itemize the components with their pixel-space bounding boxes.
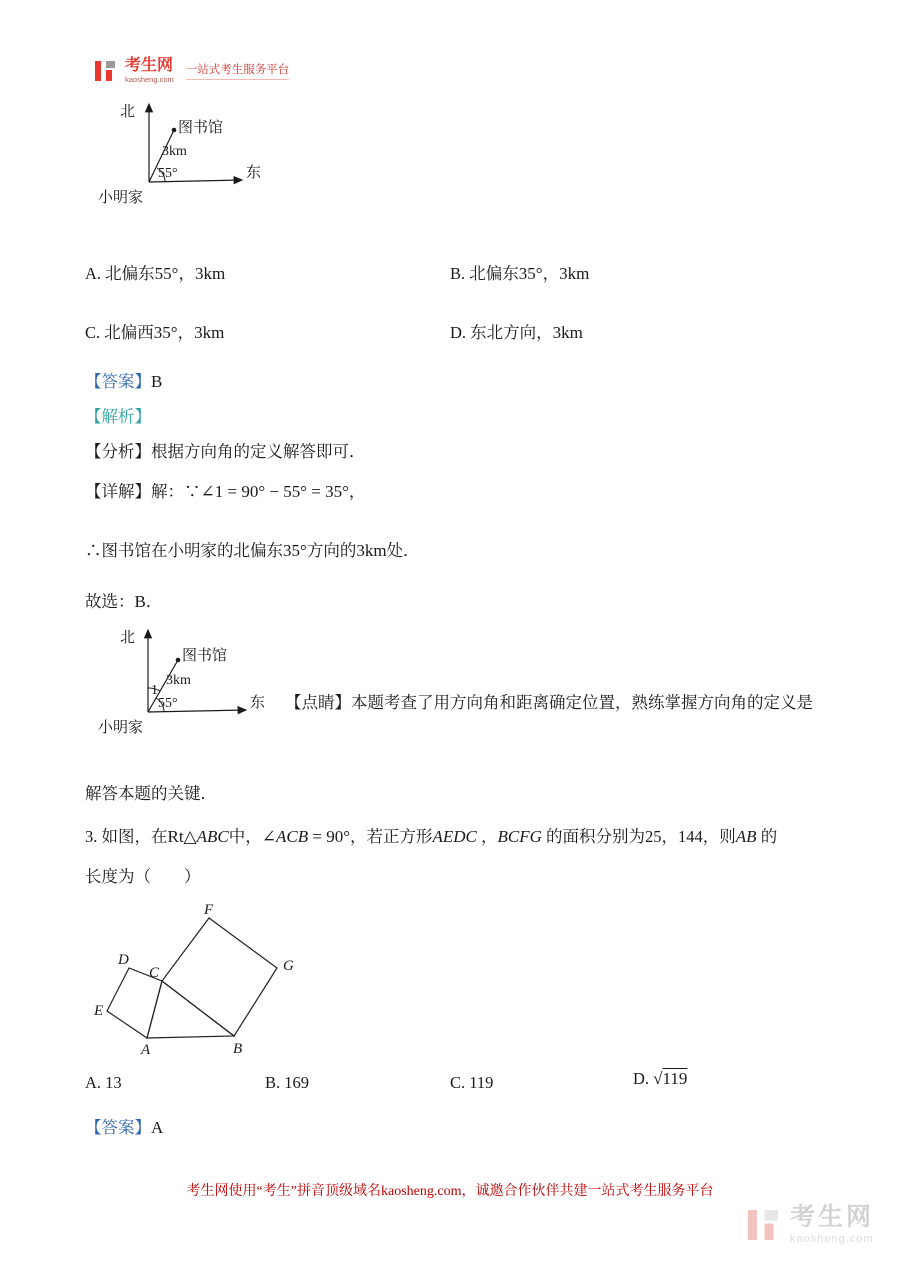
library-point xyxy=(172,128,177,133)
kaosheng-logo-icon xyxy=(93,59,117,83)
q3-stem-line2: 长度为（ ） xyxy=(85,867,201,886)
label-angle-1: 1 xyxy=(151,683,158,698)
q3-option-a: A. 13 xyxy=(85,1073,122,1092)
q2-dianjing: 【点睛】本题考查了用方向角和距离确定位置，熟练掌握方向角的定义是 xyxy=(285,693,813,712)
q2-option-c: C. 北偏西35°，3km xyxy=(85,323,225,342)
label-north: 北 xyxy=(120,630,136,646)
q2-option-a: A. 北偏东55°，3km xyxy=(85,264,226,283)
triangle-ABC xyxy=(147,981,234,1038)
q2-xiangjie: 【详解】解：∵∠1 = 90° − 55° = 35°， xyxy=(85,482,366,501)
footer-slogan: 考生网使用“考生”拼音顶级域名kaosheng.com，诚邀合作伙伴共建一站式考生服务平台 xyxy=(186,1184,714,1199)
brand-name: 考生网 xyxy=(125,57,174,74)
label-C: C xyxy=(149,965,160,981)
label-angle-55: 55° xyxy=(158,696,178,711)
label-D: D xyxy=(118,952,129,968)
q2-conclusion: ∴图书馆在小明家的北偏东35°方向的3km处． xyxy=(85,541,420,560)
watermark-brand: 考生网 xyxy=(789,1203,874,1231)
direction-diagram-1 xyxy=(96,92,271,224)
label-east: 东 xyxy=(246,165,262,181)
q2-answer: 【答案】B xyxy=(85,372,163,391)
direction-diagram-2 xyxy=(96,620,281,755)
q3-option-c: C. 119 xyxy=(450,1073,494,1092)
watermark-domain: kaosheng.com xyxy=(789,1233,874,1245)
label-B: B xyxy=(233,1041,243,1057)
q3-option-b: B. 169 xyxy=(265,1073,310,1092)
label-home: 小明家 xyxy=(98,190,144,206)
label-A: A xyxy=(141,1042,151,1058)
label-distance: 3km xyxy=(166,673,191,688)
q2-fenxi: 【分析】根据方向角的定义解答即可． xyxy=(85,442,366,461)
watermark-logo-icon xyxy=(745,1207,781,1243)
q2-option-d: D. 东北方向，3km xyxy=(450,323,583,342)
watermark-logo xyxy=(745,1205,874,1245)
q2-choice: 故选：B． xyxy=(85,592,163,611)
q2-option-b: B. 北偏东35°，3km xyxy=(450,264,590,283)
library-point xyxy=(176,658,181,663)
q2-dianjing-2: 解答本题的关键． xyxy=(85,784,217,803)
label-home: 小明家 xyxy=(98,720,144,736)
label-distance: 3km xyxy=(162,144,187,159)
label-angle-55: 55° xyxy=(158,166,178,181)
label-F: F xyxy=(204,902,214,918)
q3-option-d: D. √119 xyxy=(633,1069,688,1088)
label-G: G xyxy=(283,958,294,974)
brand-domain: kaosheng.com xyxy=(125,75,174,84)
q3-stem-line1: 3. 如图，在Rt△ABC中，∠ACB = 90°，若正方形AEDC ，BCFG 的面积分别为25，144，则AB 的 xyxy=(85,827,778,846)
site-logo xyxy=(93,58,289,84)
label-library: 图书馆 xyxy=(182,648,228,664)
square-BCFG xyxy=(162,918,277,1036)
q3-answer: 【答案】A xyxy=(85,1118,164,1137)
label-east: 东 xyxy=(250,695,266,711)
label-library: 图书馆 xyxy=(178,120,224,136)
label-E: E xyxy=(94,1003,104,1019)
squares-triangle-diagram xyxy=(92,902,307,1060)
q2-jiexi: 【解析】 xyxy=(85,407,151,426)
label-north: 北 xyxy=(120,104,136,120)
brand-tagline: 一站式考生服务平台 xyxy=(186,61,290,80)
